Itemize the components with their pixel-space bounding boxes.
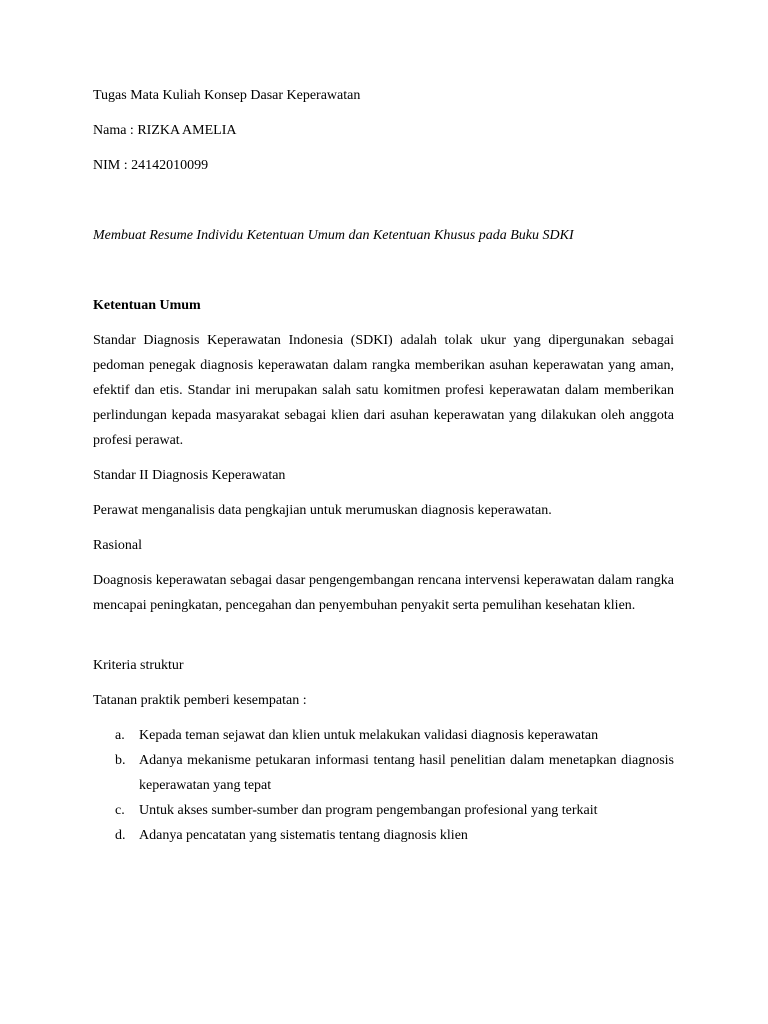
- criteria-intro: Tatanan praktik pemberi kesempatan :: [93, 693, 307, 708]
- intro-paragraph: Standar Diagnosis Keperawatan Indonesia (SDKI) adalah tolak ukur yang dipergunakan sebagai pedoman penegak diagnosis keperawatan dalam rangka memberikan asuhan keperawatan yang aman, efektif dan etis. Standar ini merupakan salah satu komitmen profesi keperawatan dalam memberikan perlindungan kepada masyarakat sebagai klien dari asuhan keperawatan yang dilakukan oleh anggota profesi perawat.: [93, 333, 674, 448]
- list-item: [93, 798, 674, 823]
- list-marker: a.: [115, 728, 125, 743]
- list-item-text: Adanya mekanisme petukaran informasi tentang hasil penelitian dalam menetapkan diagnosis keperawatan yang tepat: [139, 753, 674, 793]
- list-marker: b.: [115, 753, 126, 768]
- list-item-text: Untuk akses sumber-sumber dan program pengembangan profesional yang terkait: [139, 803, 598, 818]
- rationale-label: Rasional: [93, 538, 142, 553]
- rationale-paragraph: Doagnosis keperawatan sebagai dasar pengengembangan rencana intervensi keperawatan dalam rangka mencapai peningkatan, pencegahan dan penyembuhan penyakit serta pemulihan kesehatan klien.: [93, 573, 674, 613]
- list-item-text: Kepada teman sejawat dan klien untuk melakukan validasi diagnosis keperawatan: [139, 728, 599, 743]
- section-heading: Ketentuan Umum: [93, 298, 201, 313]
- course-title: Tugas Mata Kuliah Konsep Dasar Keperawatan: [93, 88, 361, 103]
- list-item-text: Adanya pencatatan yang sistematis tentang diagnosis klien: [139, 828, 468, 843]
- assignment-title: Membuat Resume Individu Ketentuan Umum dan Ketentuan Khusus pada Buku SDKI: [93, 228, 574, 243]
- student-nim: NIM : 24142010099: [93, 158, 209, 173]
- list-marker: c.: [115, 803, 125, 818]
- criteria-label: Kriteria struktur: [93, 658, 184, 673]
- list-item: [93, 723, 674, 748]
- standard-text: Perawat menganalisis data pengkajian untuk merumuskan diagnosis keperawatan.: [93, 503, 552, 518]
- list-marker: d.: [115, 828, 126, 843]
- standard-title: Standar II Diagnosis Keperawatan: [93, 468, 286, 483]
- list-item: [93, 823, 674, 848]
- criteria-list: [93, 723, 674, 848]
- list-item: [93, 748, 674, 798]
- student-name: Nama : RIZKA AMELIA: [93, 123, 237, 138]
